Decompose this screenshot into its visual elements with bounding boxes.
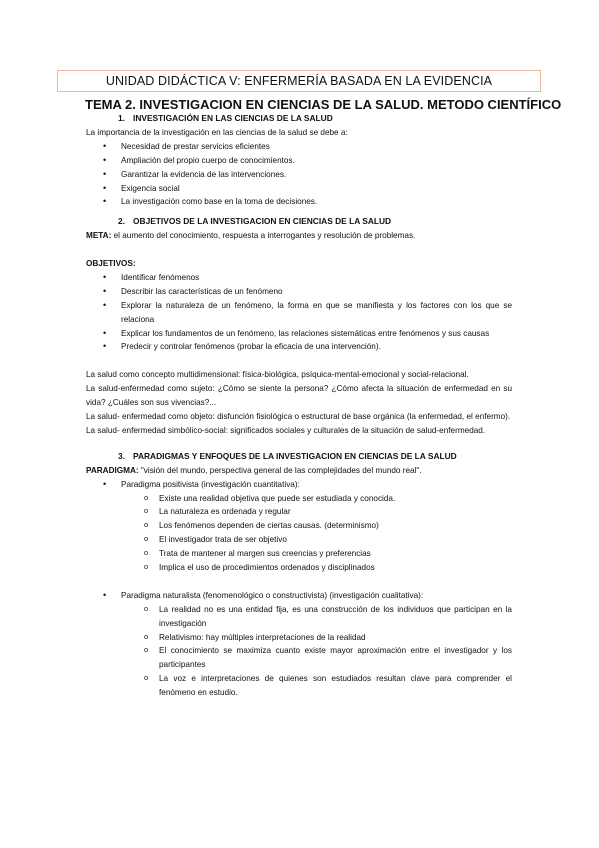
paradigm-positivista [88,478,512,492]
list-item: • Garantizar la evidencia de las intervenciones. [88,168,512,182]
section-number: 3. [118,450,125,461]
unit-title: UNIDAD DIDÁCTICA V: ENFERMERÍA BASADA EN LA EVIDENCIA [57,70,541,92]
list-item: • Ampliación del propio cuerpo de conocimientos. [88,154,512,168]
sub-list-item: o Implica el uso de procedimientos ordenados y disciplinados [88,561,512,575]
paradigm-label: Paradigma positivista (investigación cuantitativa): [121,479,300,489]
sub-list-item: o La voz e interpretaciones de quienes son estudiados resultan clave para comprender el fenómeno en estudio. [88,672,512,700]
objetivos-label: OBJETIVOS: [86,259,136,269]
list-item: • Predecir y controlar fenómenos (probar la eficacia de una intervención). [88,340,512,354]
section-number: 1. [118,113,125,123]
sub-list-item: o Trata de mantener al margen sus creencias y preferencias [88,547,512,561]
paragraph-salud-sujeto: La salud-enfermedad como sujeto: ¿Cómo se siente la persona? ¿Cómo afecta la situación de enfermedad en su vida? ¿Cuáles son sus vivencias?... [86,384,512,408]
paragraph-salud-objeto: La salud- enfermedad como objeto: disfunción fisiológica o estructural de base orgánica (la enfermedad, el enfermo). [86,412,511,421]
section-2-heading [118,215,512,229]
naturalista-list [88,603,512,700]
paragraph-salud-multidimensional: La salud como concepto multidimensional: física-biológica, psíquica-mental-emocional y social-relacional. [86,370,469,380]
sub-list-item: o El conocimiento se maximiza cuanto existe mayor aproximación entre el investigador y los participantes [88,644,512,672]
list-item: • Necesidad de prestar servicios eficientes [88,140,512,154]
sub-list-item: o Relativismo: hay múltiples interpretaciones de la realidad [88,631,512,645]
sub-list-item: o Los fenómenos dependen de ciertas causas. (determinismo) [88,519,512,533]
tema-title: TEMA 2. INVESTIGACION EN CIENCIAS DE LA SALUD. METODO CIENTÍFICO [85,97,562,112]
section-1-list [88,140,512,210]
paradigma-label: PARADIGMA: [86,465,139,475]
list-item: • La investigación como base en la toma de decisiones. [88,195,512,209]
section-1-intro: La importancia de la investigación en las ciencias de la salud se debe a: [86,127,348,137]
meta-label: META: [86,231,112,241]
list-item: • Explorar la naturaleza de un fenómeno, la forma en que se manifiesta y los factores con los que se relaciona [88,299,512,327]
paradigm-label: Paradigma naturalista (fenomenológico o constructivista) (investigación cualitativa): [121,590,424,600]
paradigma-definition [86,464,512,478]
section-3-heading [118,450,512,464]
paradigm-list-2 [88,589,512,603]
positivista-list [88,492,512,575]
section-title: OBJETIVOS DE LA INVESTIGACION EN CIENCIAS DE LA SALUD [133,216,392,227]
list-item: • Explicar los fundamentos de un fenómeno, las relaciones sistemáticas entre fenómenos y sus causas [88,327,512,341]
sub-list-item: o Existe una realidad objetiva que puede ser estudiada y conocida. [88,492,512,506]
sub-list-item: o La realidad no es una entidad fija, es una construcción de los individuos que participan en la investigación [88,603,512,631]
list-item: • Exigencia social [88,182,512,196]
section-title: INVESTIGACIÓN EN LAS CIENCIAS DE LA SALUD [133,113,333,123]
meta-paragraph [86,229,512,243]
list-item: • Identificar fenómenos [88,271,512,285]
document-body [88,112,512,700]
section-1-heading [118,112,512,126]
meta-text: el aumento del conocimiento, respuesta a interrogantes y resolución de problemas. [111,231,416,241]
section-title: PARADIGMAS Y ENFOQUES DE LA INVESTIGACION EN CIENCIAS DE LA SALUD [133,450,457,461]
paradigma-text: "visión del mundo, perspectiva general de las complejidades del mundo real". [138,465,422,475]
objetivos-list [88,271,512,354]
list-item: • Describir las características de un fenómeno [88,285,512,299]
sub-list-item: o La naturaleza es ordenada y regular [88,505,512,519]
sub-list-item: o El investigador trata de ser objetivo [88,533,512,547]
paragraph-salud-simbolico: La salud- enfermedad simbólico-social: significados sociales y culturales de la situación de salud-enfermedad. [86,425,486,435]
paradigm-naturalista [88,589,512,603]
paradigm-list [88,478,512,492]
section-number: 2. [118,216,125,227]
